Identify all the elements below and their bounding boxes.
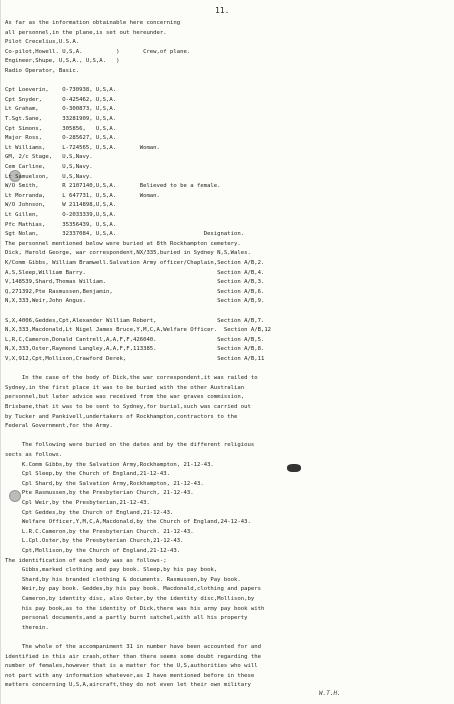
text-line: Pte Rasmussen,by the Presbyterian Church, 21-12-43. — [5, 490, 194, 497]
text-line: matters concerning U,S,A,aircraft,they do not even let their own military — [5, 682, 251, 689]
text-line: S,X,4006,Geddes,Cpt,Alexander William Robert, Section A/B,7. — [5, 317, 265, 324]
text-line: Cpt Geddes,by the Church of England,21-12-43. — [5, 509, 174, 516]
text-line: The personnel mentioned below were buried at 8th Rockhampton cemetery. — [5, 240, 241, 247]
text-line: Co-pilot,Howell. U,S,A. ) Crew,of plane. — [5, 48, 191, 55]
text-line: Federal Government,for the Army. — [5, 423, 113, 430]
text-line: K.Comm Gibbs,by the Salvation Army,Rockhampton, 21-12-43. — [5, 461, 214, 468]
page-number: 11. — [215, 6, 230, 15]
text-line: V,X,912,Cpt,Mollison,Crawford Derek, Section A/B,11 — [5, 356, 265, 362]
text-line: The following were buried on the dates and by the different religious — [5, 442, 255, 449]
text-line: In the case of the body of Dick,the war correspondent,it was railed to — [5, 375, 258, 382]
text-line: Brisbane,that it was to be sent to Sydney,for burial,such was carried out — [5, 404, 251, 410]
text-line: Cpl Weir,by the Presbyterian,21-12-43. — [5, 500, 150, 506]
text-line: N,X,333,Weir,John Angus. Section A/B,9. — [5, 298, 265, 305]
text-line: Lt Morranda, L 647731, U,S,A. Woman. — [5, 192, 160, 199]
text-line: all personnel,in the plane,is set out hereunder. — [5, 29, 167, 36]
text-line: Cpl Shard,by the Salvation Army,Rockhampton, 21-12-43. — [5, 480, 204, 487]
text-line: Engineer,Shupe, U,S,A., U,S,A. ) — [5, 58, 120, 65]
text-line: by Tucker and Pankivell,undertakers of Rockhampton,contractors to the — [5, 413, 238, 420]
text-line: Cpt Loeverin, O-730938, U,S,A. — [5, 87, 117, 94]
ink-smudge — [287, 464, 301, 472]
text-line: A,S,Sleep,William Barry. Section A/B,4. — [5, 269, 265, 276]
text-line: L,R,C,Cameron,Donald Cantrell,A,A,F,F,426040. Section A/B,5. — [5, 336, 265, 343]
text-line: Q,271392,Pte Rasmussen,Benjamin, Section A/B,6. — [5, 288, 265, 295]
text-line: not part with any information whatever,as I have mentioned before in these — [5, 672, 255, 679]
text-line: L.Cpl.Oster,by the Presbyterian Church,21-12-43. — [5, 538, 184, 545]
text-line: therein. — [5, 624, 49, 631]
text-line: As far as the information obtainable here concerning — [5, 20, 181, 26]
text-line: N,X,333,Macdonald,Lt Nigel James Bruce,Y,M,C,A,Welfare Officer. Section A/B,12 — [5, 327, 272, 334]
text-line: Sgt Nolan, 32337084, U,S,A. Designation. — [5, 231, 245, 238]
text-line: Sydney,in the first place it was to be buried with the other Australian — [5, 384, 245, 391]
text-line: N,X,333,Oster,Raymond Langley,A,A,F,F,113385. Section A/B,8. — [5, 346, 265, 353]
text-line: Cpt Snyder, O-425462, U,S,A. — [5, 96, 117, 103]
text-line: personnel,but later advice was received from the war graves commission, — [5, 394, 245, 401]
text-line: GM, 2/c Stage, U,S,Navy. — [5, 154, 93, 161]
text-line: Cameron,by identity disc, also Oster,by the identity disc,Mollison,by — [5, 596, 255, 602]
text-line: Lt Gillen, O-2033339,U,S,A. — [5, 212, 117, 218]
text-line: Lt Graham, O-300873, U,S,A. — [5, 106, 117, 113]
text-line: Cpt,Mollison,by the Church of England,21-12-43. — [5, 548, 181, 554]
text-line: Shard,by his branded clothing & documents. Rasmussen,by Pay book. — [5, 576, 241, 583]
text-line: Cpl Sleep,by the Church of England,21-12-43. — [5, 471, 171, 478]
text-line: V,148539,Shard,Thomas William. Section A/B,3. — [5, 279, 265, 286]
text-line: T.Sgt.Sane, 33281909, U,S,A. — [5, 116, 117, 122]
initials-signature: W.T.H. — [319, 690, 341, 697]
text-line: Lt Williams, L-724565, U,S,A. Woman. — [5, 144, 160, 151]
text-line: Lt Samuelson, U,S,Navy. — [5, 173, 93, 180]
text-line: K/Comm Gibbs, William Bramwell.Salvation Army officer/Chaplain,Section A/B,2. — [5, 260, 265, 266]
text-line: Major Ross, O-285627, U,S,A. — [5, 135, 117, 142]
text-line: Radio Operator, Basic. — [5, 68, 80, 74]
text-line: L.R.C.Cameron,by the Presbyterian Church. 21-12-43. — [5, 528, 194, 535]
text-line: sects as follows. — [5, 452, 63, 458]
text-line: Weir,by pay book. Geddes,by his pay book. Macdonald,clothing and papers — [5, 586, 261, 593]
text-line: Pfc Mathias, 35356439, U,S,A. — [5, 221, 117, 228]
text-line: Cem Carline, U,S,Navy. — [5, 164, 93, 170]
text-line: Welfare Officer,Y,M,C,A,Macdonald,by the Church of England,24-12-43. — [5, 519, 251, 526]
text-line: The whole of the accompaniment 31 in number have been accounted for and — [5, 644, 261, 650]
text-line: number of females,however that is a matter for the U,S,authorities who will — [5, 663, 258, 670]
text-line: W/O Johnson, W 2114898,U,S,A. — [5, 202, 117, 209]
text-line: The identification of each body was as follows-; — [5, 557, 167, 564]
text-line: his pay book,as to the identity of Dick,there was his army pay book with — [5, 605, 265, 612]
text-line: Gibbs,marked clothing and pay book. Sleep,by his pay book, — [5, 567, 218, 574]
text-line: Cpt Simons, 305856, U,S,A. — [5, 125, 117, 132]
text-line: Dick, Harold George, war correspondent,NX/335,buried in Sydney N,S,Wales. — [5, 250, 251, 257]
text-line: W/O Smith, R 2107140,U,S,A. Believed to be a female. — [5, 183, 221, 190]
text-line: Pilot Crecelius,U.S.A. — [5, 39, 80, 46]
text-line: identified in this air crash,other than there seems some doubt regarding the — [5, 653, 261, 660]
text-line: personal documents,and a partly burnt satchel,with all his property — [5, 615, 248, 622]
